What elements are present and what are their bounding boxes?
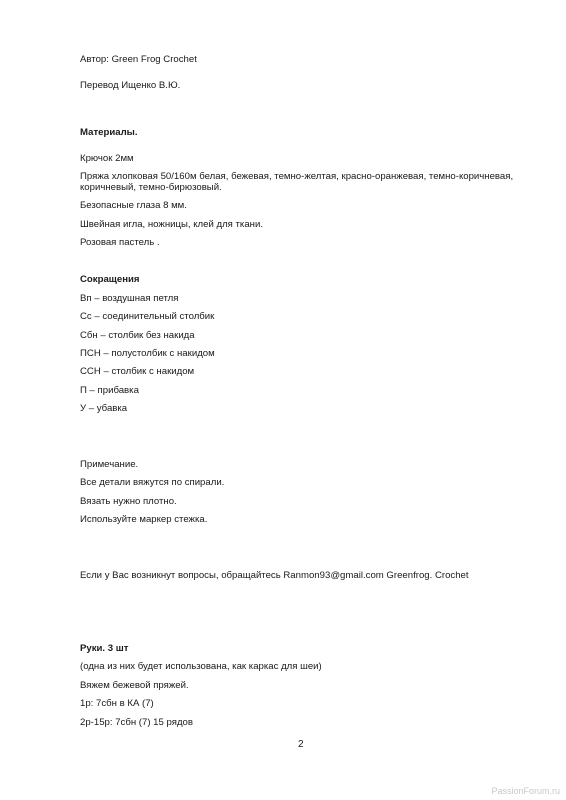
materials-item: коричневый, темно-бирюзовый. [80, 182, 222, 193]
translation-line: Перевод Ищенко В.Ю. [80, 80, 181, 91]
arms-heading: Руки. 3 шт [80, 643, 129, 654]
abbreviation-item: Сс – соединительный столбик [80, 311, 215, 322]
author-line: Автор: Green Frog Crochet [80, 54, 197, 65]
materials-item: Швейная игла, ножницы, клей для ткани. [80, 219, 263, 230]
arms-item: (одна из них будет использована, как каркас для шеи) [80, 661, 322, 672]
arms-item: Вяжем бежевой пряжей. [80, 680, 189, 691]
page-number: 2 [298, 739, 304, 750]
arms-row: 2р-15р: 7сбн (7) 15 рядов [80, 717, 193, 728]
note-item: Все детали вяжутся по спирали. [80, 477, 225, 488]
materials-item: Розовая пастель . [80, 237, 160, 248]
materials-item: Пряжа хлопковая 50/160м белая, бежевая, темно-желтая, красно-оранжевая, темно-коричневая, [80, 171, 514, 182]
materials-item: Крючок 2мм [80, 153, 134, 164]
note-item: Используйте маркер стежка. [80, 514, 208, 525]
abbreviation-item: Вп – воздушная петля [80, 293, 179, 304]
abbreviation-item: П – прибавка [80, 385, 139, 396]
abbreviation-item: Сбн – столбик без накида [80, 330, 195, 341]
abbreviation-item: ССН – столбик с накидом [80, 366, 195, 377]
watermark: PassionForum.ru [491, 786, 560, 796]
arms-row: 1р: 7сбн в КА (7) [80, 698, 154, 709]
contact-line: Если у Вас возникнут вопросы, обращайтесь Ranmon93@gmail.com Greenfrog. Crochet [80, 570, 469, 581]
materials-heading: Материалы. [80, 127, 138, 138]
abbreviation-item: ПСН – полустолбик с накидом [80, 348, 215, 359]
note-heading: Примечание. [80, 459, 139, 470]
abbreviations-heading: Сокращения [80, 274, 140, 285]
abbreviation-item: У – убавка [80, 403, 128, 414]
note-item: Вязать нужно плотно. [80, 496, 177, 507]
materials-item: Безопасные глаза 8 мм. [80, 200, 187, 211]
